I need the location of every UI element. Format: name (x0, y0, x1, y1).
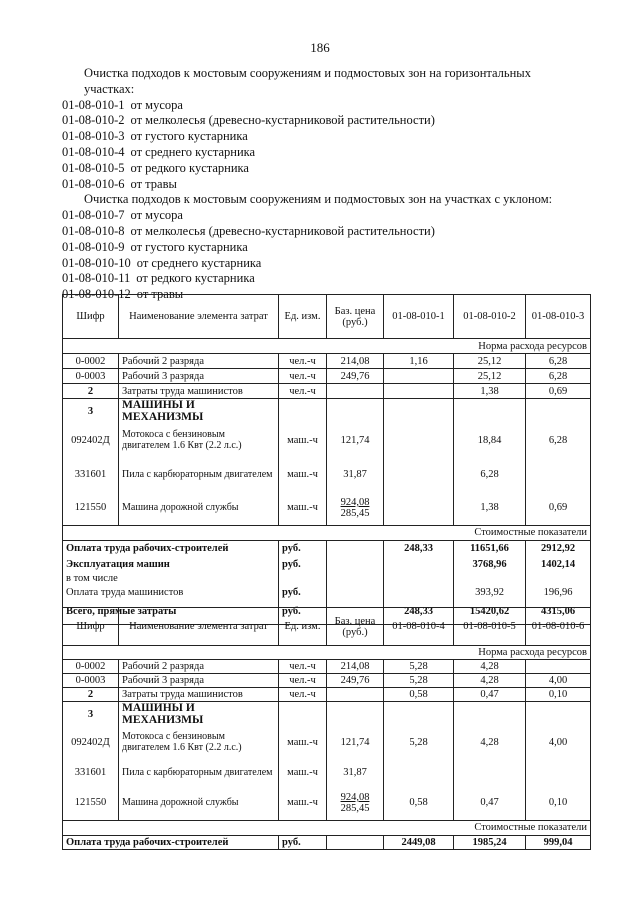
summary-value: 1402,14 (526, 557, 591, 572)
item-text: от травы (136, 287, 184, 302)
item-code: 01-08-010-6 (62, 176, 125, 191)
row-price: 249,76 (327, 674, 384, 688)
item-code: 01-08-010-4 (62, 144, 125, 159)
list-item (62, 145, 602, 161)
item-text: от мусора (130, 97, 183, 112)
summary-value (384, 557, 454, 572)
machine-row (63, 758, 591, 786)
summary-price (327, 585, 384, 600)
row-value (526, 457, 591, 491)
section-name: МАШИНЫ И МЕХАНИЗМЫ (119, 702, 279, 727)
row-value: 18,84 (454, 423, 526, 457)
section1-list (62, 98, 602, 193)
list-item (62, 224, 602, 240)
list-item (62, 240, 602, 256)
row-price: 214,08 (327, 660, 384, 674)
machine-row (63, 457, 591, 491)
list-item (62, 161, 602, 177)
summary-value: 248,33 (384, 600, 454, 624)
table-row (63, 660, 591, 674)
row-value: 0,69 (526, 384, 591, 399)
row-value (384, 758, 454, 786)
row-price (327, 688, 384, 702)
table-row (63, 674, 591, 688)
summary-value (384, 585, 454, 600)
header-name: Наименование элемента затрат (119, 608, 279, 646)
row-value: 4,00 (526, 674, 591, 688)
item-text: от густого кустарника (130, 129, 248, 144)
row-value (526, 758, 591, 786)
header-price: Баз. цена (руб.) (327, 608, 384, 646)
table2-body (63, 660, 591, 850)
row-price: 31,87 (327, 457, 384, 491)
cost-label: Стоимостные показатели (63, 820, 591, 835)
price-main: 924,08 (340, 496, 370, 508)
row-name: Рабочий 3 разряда (119, 369, 279, 384)
item-code: 01-08-010-7 (62, 208, 125, 223)
section1-title-cont: участках: (84, 81, 135, 96)
row-value: 0,58 (384, 688, 454, 702)
row-unit: чел.-ч (279, 688, 327, 702)
row-code: 2 (63, 688, 119, 702)
machine-row (63, 423, 591, 457)
summary-value: 3768,96 (454, 557, 526, 572)
item-code: 01-08-010-3 (62, 129, 125, 144)
row-name: Машина дорожной службы (119, 491, 279, 525)
list-item (62, 129, 602, 145)
machines-header-row (63, 702, 591, 727)
summary-value: 1985,24 (454, 835, 526, 849)
summary-name: Оплата труда машинистов (63, 585, 279, 600)
page-number: 186 (310, 40, 330, 55)
list-item (62, 98, 602, 114)
row-value (454, 758, 526, 786)
row-code: 0-0002 (63, 660, 119, 674)
norm-label: Норма расхода ресурсов (63, 646, 591, 660)
table-row (63, 369, 591, 384)
machines-header-row (63, 399, 591, 424)
row-value: 25,12 (454, 369, 526, 384)
header-col: 01-08-010-5 (454, 608, 526, 646)
row-code: 121550 (63, 786, 119, 820)
row-price (327, 491, 384, 525)
row-value: 25,12 (454, 354, 526, 369)
row-code: 0-0002 (63, 354, 119, 369)
row-value: 6,28 (526, 369, 591, 384)
price-secondary: 285,45 (340, 507, 370, 519)
resource-table-1 (62, 294, 591, 625)
header-col: 01-08-010-4 (384, 608, 454, 646)
summary-value: 11651,66 (454, 540, 526, 557)
row-name: Мотокоса с бензиновым двигателем 1.6 Квт (2.2 л.с.) (119, 726, 279, 758)
section-code: 3 (63, 702, 119, 727)
row-price (327, 384, 384, 399)
summary-name: Эксплуатация машин (63, 557, 279, 572)
summary-value: 2912,92 (526, 540, 591, 557)
machine-row (63, 726, 591, 758)
row-unit: маш.-ч (279, 758, 327, 786)
row-unit: чел.-ч (279, 674, 327, 688)
item-text: от редкого кустарника (136, 271, 255, 286)
row-value: 4,00 (526, 726, 591, 758)
row-unit: чел.-ч (279, 354, 327, 369)
machine-row (63, 786, 591, 820)
summary-value: 15420,62 (454, 600, 526, 624)
section2-title: Очистка подходов к мостовым сооружениям и подмостовых зон на участках с уклоном: (84, 192, 553, 207)
row-value: 5,28 (384, 674, 454, 688)
item-text: от среднего кустарника (136, 255, 262, 270)
exploit-row (63, 557, 591, 572)
summary-unit: руб. (279, 600, 327, 624)
row-code: 331601 (63, 758, 119, 786)
row-code: 0-0003 (63, 674, 119, 688)
labor-row (63, 835, 591, 849)
summary-price (327, 557, 384, 572)
summary-name: Оплата труда рабочих-строителей (63, 835, 279, 849)
row-value (526, 399, 591, 424)
list-item (62, 113, 602, 129)
item-code: 01-08-010-8 (62, 223, 125, 238)
item-text: от мелколесья (древесно-кустарниковой растительности) (130, 223, 435, 238)
row-price: 121,74 (327, 726, 384, 758)
row-value (384, 491, 454, 525)
table-row (63, 688, 591, 702)
row-code: 2 (63, 384, 119, 399)
header-col: 01-08-010-3 (526, 295, 591, 339)
row-unit: маш.-ч (279, 491, 327, 525)
row-value: 6,28 (454, 457, 526, 491)
row-value (384, 384, 454, 399)
item-code: 01-08-010-1 (62, 97, 125, 112)
table1-body (63, 354, 591, 625)
row-value: 5,28 (384, 726, 454, 758)
intro-text (62, 66, 602, 303)
row-unit (279, 702, 327, 727)
list-item (62, 256, 602, 272)
row-unit: маш.-ч (279, 786, 327, 820)
row-unit: чел.-ч (279, 384, 327, 399)
row-value: 4,28 (454, 660, 526, 674)
table-row (63, 354, 591, 369)
summary-unit: руб. (279, 557, 327, 572)
empty-cell (384, 572, 454, 585)
row-value: 1,38 (454, 491, 526, 525)
row-name: Мотокоса с бензиновым двигателем 1.6 Квт (2.2 л.с.) (119, 423, 279, 457)
list-item (62, 271, 602, 287)
empty-cell (454, 572, 526, 585)
header-code: Шифр (63, 295, 119, 339)
row-value: 0,58 (384, 786, 454, 820)
row-name: Рабочий 3 разряда (119, 674, 279, 688)
row-unit: чел.-ч (279, 369, 327, 384)
row-price: 31,87 (327, 758, 384, 786)
machine-row (63, 491, 591, 525)
item-code: 01-08-010-2 (62, 113, 125, 128)
list-item (62, 177, 602, 193)
summary-name: Оплата труда рабочих-строителей (63, 540, 279, 557)
row-value: 1,16 (384, 354, 454, 369)
summary-unit: руб. (279, 540, 327, 557)
row-value (454, 702, 526, 727)
row-value: 0,10 (526, 786, 591, 820)
row-code: 092402Д (63, 423, 119, 457)
row-value: 5,28 (384, 660, 454, 674)
row-name: Машина дорожной службы (119, 786, 279, 820)
header-col: 01-08-010-2 (454, 295, 526, 339)
row-unit: маш.-ч (279, 726, 327, 758)
summary-value: 4315,06 (526, 600, 591, 624)
item-text: от редкого кустарника (130, 160, 249, 175)
resource-table-2 (62, 607, 591, 850)
list-item (62, 208, 602, 224)
summary-price (327, 835, 384, 849)
header-code: Шифр (63, 608, 119, 646)
price-main: 924,08 (340, 791, 370, 803)
summary-value: 393,92 (454, 585, 526, 600)
row-code: 331601 (63, 457, 119, 491)
row-name: Пила с карбюраторным двигателем (119, 758, 279, 786)
item-text: от травы (130, 176, 177, 191)
summary-price (327, 540, 384, 557)
summary-unit: руб. (279, 835, 327, 849)
row-value: 0,47 (454, 688, 526, 702)
item-code: 01-08-010-11 (62, 271, 131, 286)
item-text: от мелколесья (древесно-кустарниковой растительности) (130, 113, 435, 128)
row-value (384, 423, 454, 457)
row-value (526, 660, 591, 674)
machinist-pay-row (63, 585, 591, 600)
labor-row (63, 540, 591, 557)
norm-label: Норма расхода ресурсов (63, 339, 591, 354)
row-unit (279, 399, 327, 424)
row-code: 0-0003 (63, 369, 119, 384)
row-price: 121,74 (327, 423, 384, 457)
row-price: 249,76 (327, 369, 384, 384)
row-value: 4,28 (454, 726, 526, 758)
row-value: 0,47 (454, 786, 526, 820)
item-code: 01-08-010-12 (62, 287, 131, 302)
row-unit: чел.-ч (279, 660, 327, 674)
row-price (327, 786, 384, 820)
section1-title: Очистка подходов к мостовым сооружениям и подмостовых зон на горизонтальных (84, 66, 531, 80)
incl-row (63, 572, 591, 585)
summary-unit: руб. (279, 585, 327, 600)
header-name: Наименование элемента затрат (119, 295, 279, 339)
row-value (384, 369, 454, 384)
row-unit: маш.-ч (279, 457, 327, 491)
summary-value: 2449,08 (384, 835, 454, 849)
header-unit: Ед. изм. (279, 608, 327, 646)
row-value: 0,69 (526, 491, 591, 525)
empty-cell (279, 572, 327, 585)
empty-cell (327, 572, 384, 585)
header-unit: Ед. изм. (279, 295, 327, 339)
item-text: от среднего кустарника (130, 144, 256, 159)
row-value (384, 702, 454, 727)
row-value: 1,38 (454, 384, 526, 399)
row-unit: маш.-ч (279, 423, 327, 457)
row-name: Затраты труда машинистов (119, 688, 279, 702)
row-value: 0,10 (526, 688, 591, 702)
cost-label-row (63, 820, 591, 835)
incl-label: в том числе (63, 572, 279, 585)
price-secondary: 285,45 (340, 802, 370, 814)
row-value: 6,28 (526, 423, 591, 457)
item-code: 01-08-010-10 (62, 255, 131, 270)
row-price (327, 399, 384, 424)
row-price: 214,08 (327, 354, 384, 369)
row-name: Рабочий 2 разряда (119, 660, 279, 674)
row-value (526, 702, 591, 727)
item-code: 01-08-010-9 (62, 239, 125, 254)
row-name: Затраты труда машинистов (119, 384, 279, 399)
section-code: 3 (63, 399, 119, 424)
section2-list (62, 208, 602, 303)
summary-value: 999,04 (526, 835, 591, 849)
empty-cell (526, 572, 591, 585)
row-code: 092402Д (63, 726, 119, 758)
row-value: 4,28 (454, 674, 526, 688)
item-text: от густого кустарника (130, 239, 248, 254)
row-name: Рабочий 2 разряда (119, 354, 279, 369)
header-col: 01-08-010-6 (526, 608, 591, 646)
row-value (384, 399, 454, 424)
row-code: 121550 (63, 491, 119, 525)
row-value: 6,28 (526, 354, 591, 369)
summary-name: Всего, прямые затраты (63, 600, 279, 624)
row-value (454, 399, 526, 424)
item-text: от мусора (130, 208, 183, 223)
summary-value: 248,33 (384, 540, 454, 557)
item-code: 01-08-010-5 (62, 160, 125, 175)
header-col: 01-08-010-1 (384, 295, 454, 339)
cost-label: Стоимостные показатели (63, 525, 591, 540)
row-price (327, 702, 384, 727)
cost-label-row (63, 525, 591, 540)
table-row (63, 384, 591, 399)
header-price: Баз. цена (руб.) (327, 295, 384, 339)
row-name: Пила с карбюраторным двигателем (119, 457, 279, 491)
row-value (384, 457, 454, 491)
section-name: МАШИНЫ И МЕХАНИЗМЫ (119, 399, 279, 424)
summary-value: 196,96 (526, 585, 591, 600)
